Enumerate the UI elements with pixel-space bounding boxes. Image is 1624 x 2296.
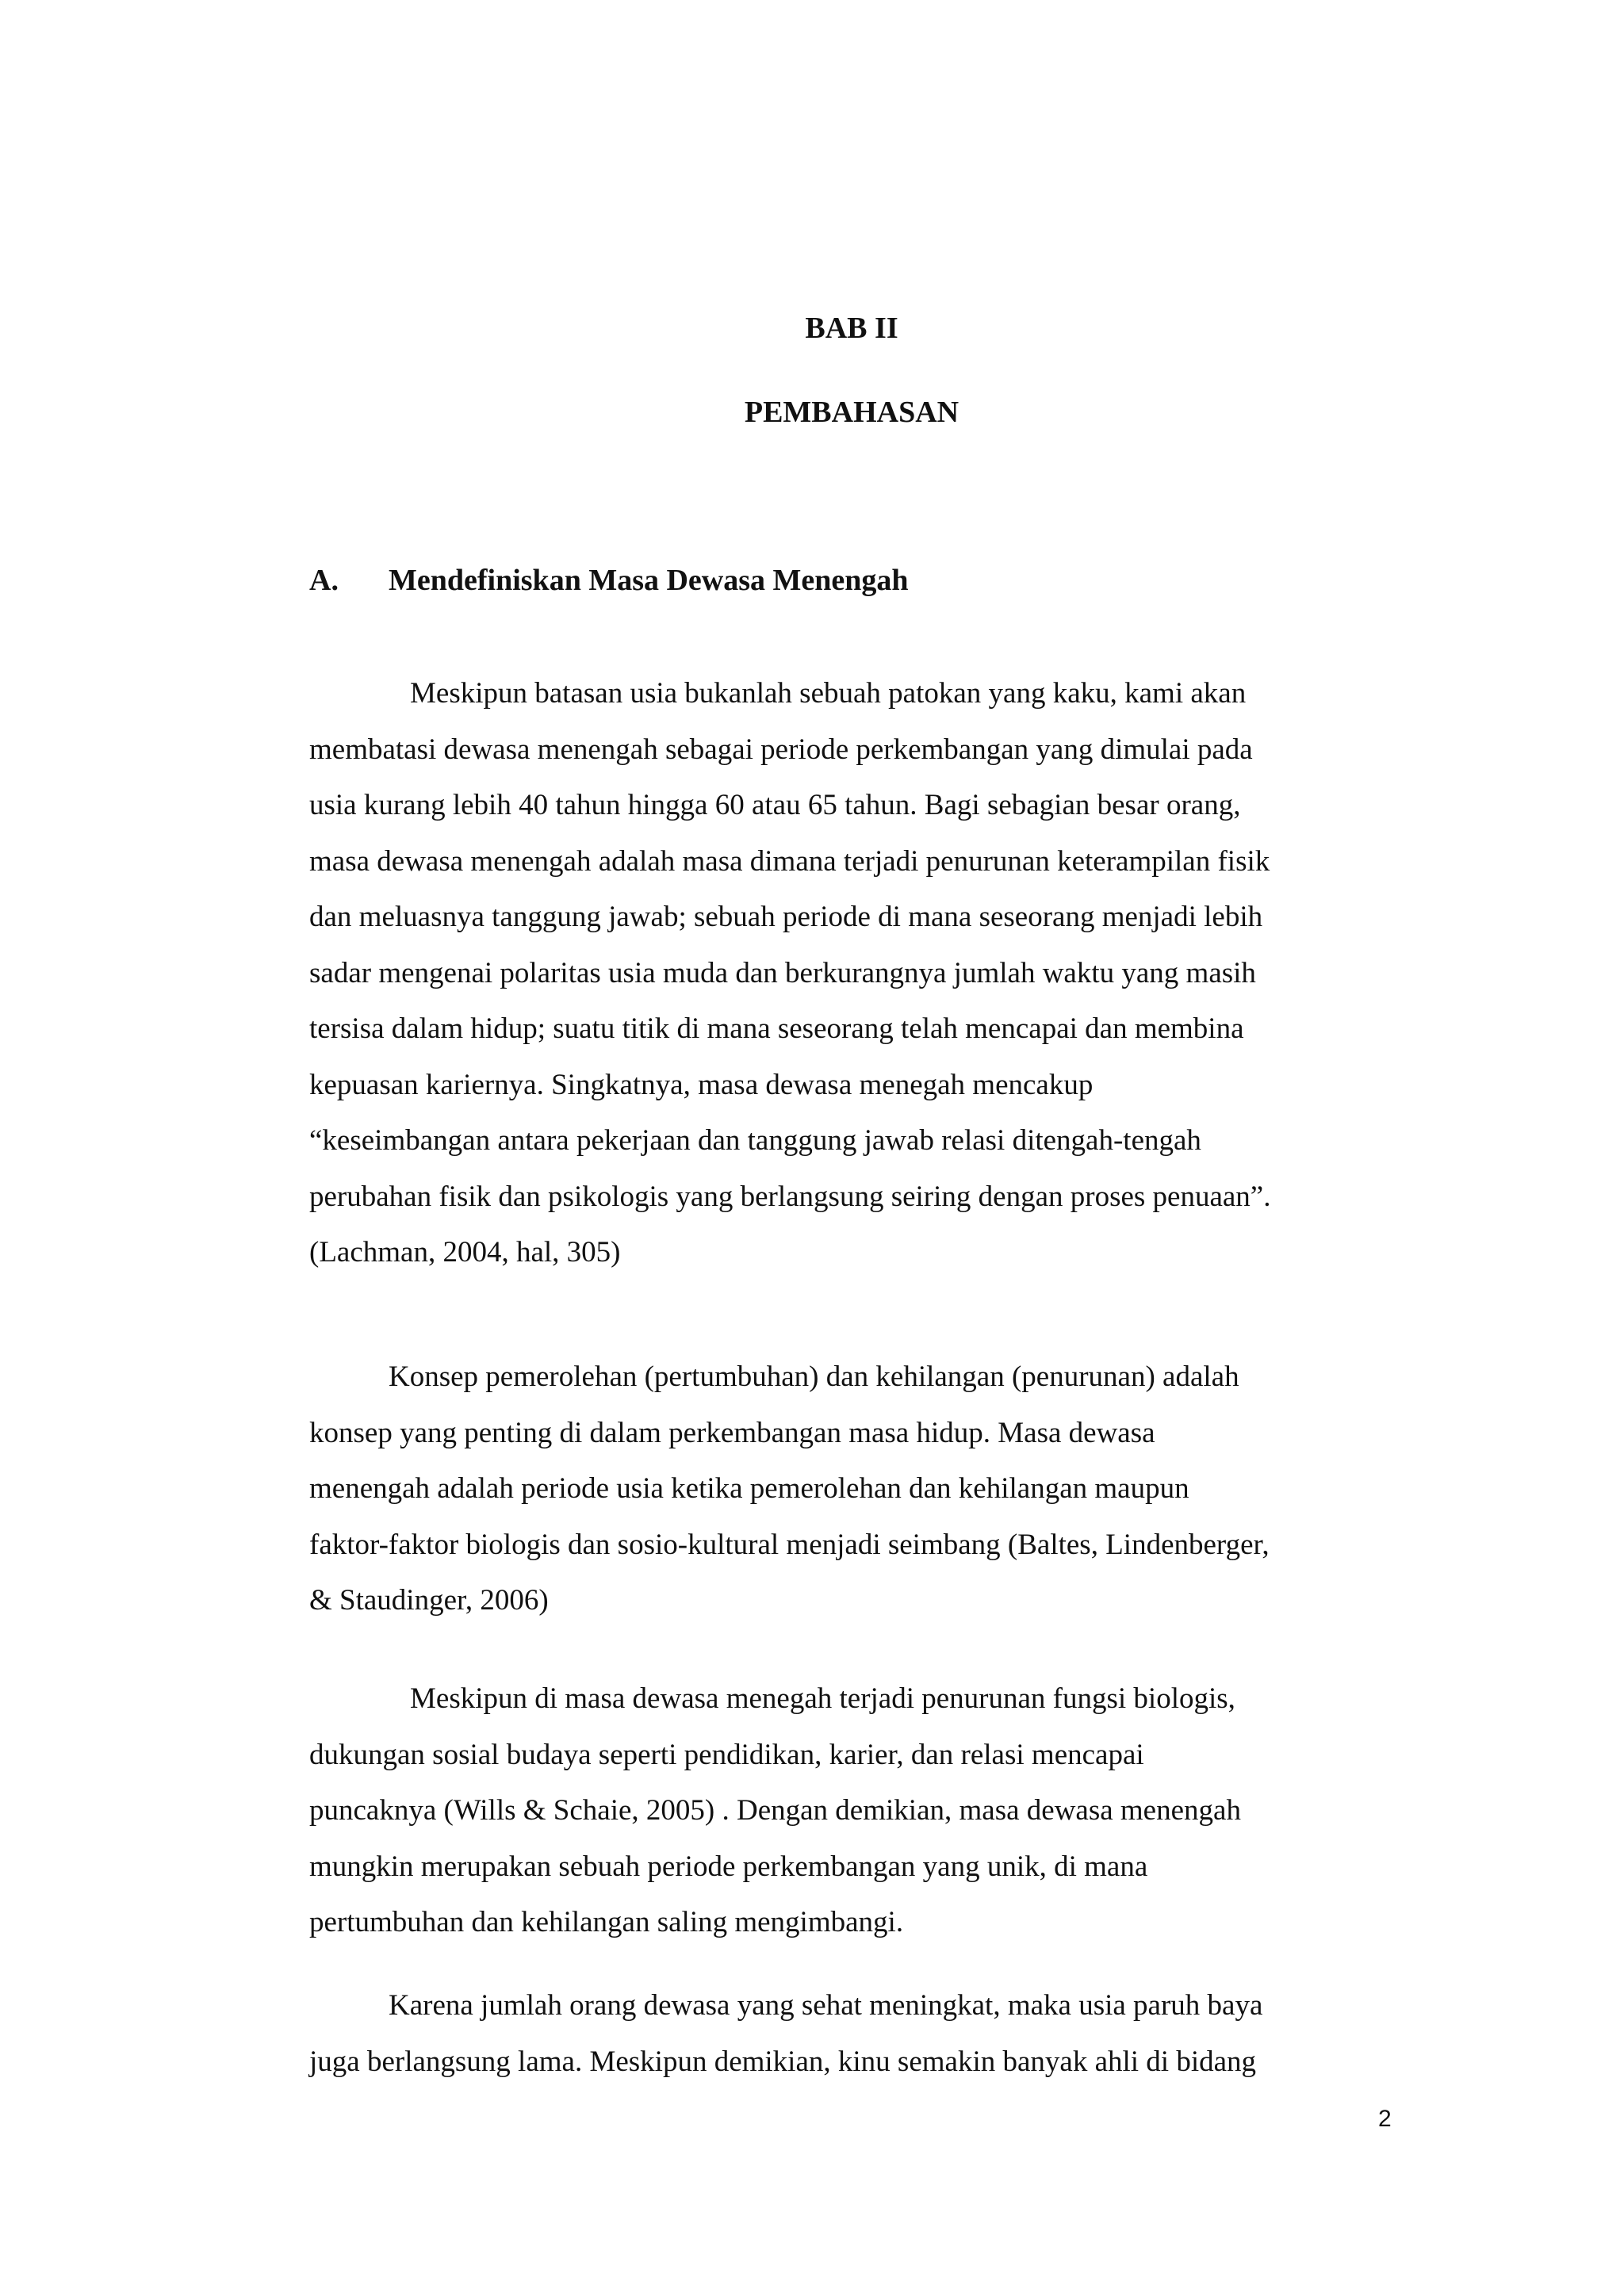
section-letter: A.: [309, 564, 339, 597]
paragraph-line: “keseimbangan antara pekerjaan dan tanggung jawab relasi ditengah-tengah: [309, 1124, 1201, 1157]
paragraph-line: juga berlangsung lama. Meskipun demikian, kinu semakin banyak ahli di bidang: [309, 2045, 1257, 2078]
paragraph-1: [309, 666, 1376, 1281]
paragraph-line: masa dewasa menengah adalah masa dimana terjadi penurunan keterampilan fisik: [309, 844, 1270, 878]
paragraph-line: menengah adalah periode usia ketika pemerolehan dan kehilangan maupun: [309, 1472, 1189, 1505]
paragraph-line: faktor-faktor biologis dan sosio-kultural menjadi seimbang (Baltes, Lindenberger,: [309, 1528, 1270, 1561]
paragraph-line: & Staudinger, 2006): [309, 1584, 549, 1617]
paragraph-line: mungkin merupakan sebuah periode perkembangan yang unik, di mana: [309, 1850, 1148, 1883]
section-heading: [309, 563, 909, 598]
paragraph-2: [309, 1349, 1376, 1629]
chapter-title: PEMBAHASAN: [744, 396, 959, 429]
paragraph-line: usia kurang lebih 40 tahun hingga 60 atau 65 tahun. Bagi sebagian besar orang,: [309, 789, 1241, 821]
paragraph-line: Meskipun batasan usia bukanlah sebuah patokan yang kaku, kami akan: [410, 677, 1247, 710]
chapter-number: BAB II: [805, 312, 898, 345]
paragraph-line: perubahan fisik dan psikologis yang berlangsung seiring dengan proses penuaan”.: [309, 1180, 1271, 1213]
paragraph-line: Konsep pemerolehan (pertumbuhan) dan kehilangan (penurunan) adalah: [389, 1360, 1239, 1393]
paragraph-line: tersisa dalam hidup; suatu titik di mana seseorang telah mencapai dan membina: [309, 1012, 1244, 1045]
paragraph-line: Karena jumlah orang dewasa yang sehat meningkat, maka usia paruh baya: [389, 1989, 1263, 2022]
paragraph-line: kepuasan kariernya. Singkatnya, masa dewasa menegah mencakup: [309, 1068, 1094, 1101]
paragraph-line: dan meluasnya tanggung jawab; sebuah periode di mana seseorang menjadi lebih: [309, 901, 1263, 933]
paragraph-3: [309, 1671, 1376, 1951]
paragraph-line: pertumbuhan dan kehilangan saling mengimbangi.: [309, 1906, 904, 1938]
paragraph-line: puncaknya (Wills & Schaie, 2005) . Dengan demikian, masa dewasa menengah: [309, 1794, 1241, 1827]
page-number: 2: [1378, 2106, 1392, 2132]
paragraph-line: membatasi dewasa menengah sebagai periode perkembangan yang dimulai pada: [309, 733, 1253, 766]
paragraph-line: sadar mengenai polaritas usia muda dan berkurangnya jumlah waktu yang masih: [309, 956, 1256, 989]
citation-line: (Lachman, 2004, hal, 305): [309, 1236, 621, 1269]
paragraph-line: dukungan sosial budaya seperti pendidikan, karier, dan relasi mencapai: [309, 1738, 1144, 1771]
section-title: Mendefiniskan Masa Dewasa Menengah: [389, 564, 909, 597]
paragraph-4: [309, 1978, 1376, 2090]
paragraph-line: Meskipun di masa dewasa menegah terjadi penurunan fungsi biologis,: [410, 1682, 1235, 1715]
paragraph-line: konsep yang penting di dalam perkembangan masa hidup. Masa dewasa: [309, 1416, 1155, 1449]
